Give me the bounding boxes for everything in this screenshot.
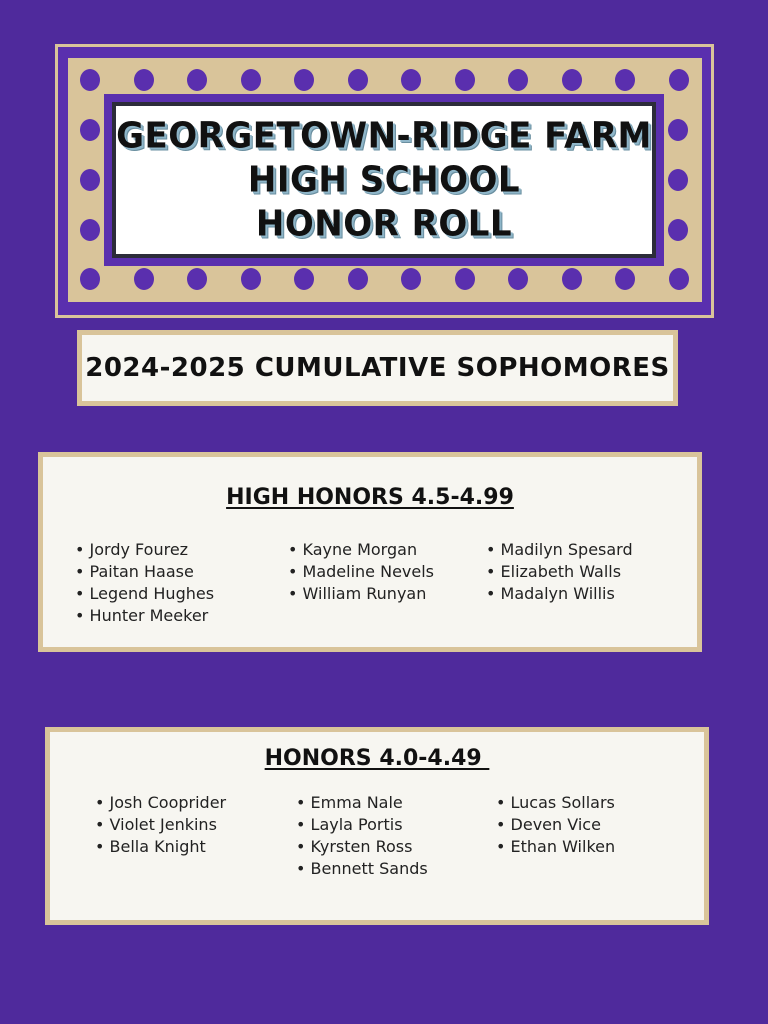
high-honors-panel: [38, 452, 702, 652]
marquee-bulb: [615, 268, 635, 290]
marquee-bulb: [668, 219, 688, 241]
list-item: • Deven Vice: [496, 814, 615, 836]
marquee-bulb: [401, 69, 421, 91]
list-item: • Madalyn Willis: [486, 583, 633, 605]
marquee-bulb: [134, 69, 154, 91]
list-item: • Bella Knight: [95, 836, 226, 858]
marquee-sign: [112, 102, 656, 258]
list-item: • Bennett Sands: [296, 858, 428, 880]
list-item: • William Runyan: [288, 583, 434, 605]
marquee-bulb: [615, 69, 635, 91]
marquee-bulb: [508, 69, 528, 91]
list-item: • Hunter Meeker: [75, 605, 214, 627]
marquee-bulb: [80, 169, 100, 191]
marquee-bulb: [187, 69, 207, 91]
marquee-bulb: [348, 69, 368, 91]
list-item: • Violet Jenkins: [95, 814, 226, 836]
marquee-bulb: [668, 119, 688, 141]
marquee-bulb: [80, 69, 100, 91]
marquee-bulb: [134, 268, 154, 290]
marquee-bulb: [187, 268, 207, 290]
list-item: • Layla Portis: [296, 814, 428, 836]
list-item: • Legend Hughes: [75, 583, 214, 605]
marquee-bulb: [80, 219, 100, 241]
marquee-bulb: [80, 119, 100, 141]
marquee-bulb: [508, 268, 528, 290]
list-item: • Paitan Haase: [75, 561, 214, 583]
high-honors-column-1: [75, 539, 214, 627]
list-item: • Elizabeth Walls: [486, 561, 633, 583]
high-honors-heading: HIGH HONORS 4.5-4.99: [226, 485, 514, 510]
high-honors-column-2: [288, 539, 434, 605]
honors-column-2: [296, 792, 428, 880]
honors-column-1: [95, 792, 226, 858]
honors-column-3: [496, 792, 615, 858]
list-item: • Josh Cooprider: [95, 792, 226, 814]
marquee-title-card: [115, 105, 653, 255]
title-line-school: HIGH SCHOOL: [247, 159, 521, 201]
subtitle-box: [77, 330, 678, 406]
honors-heading: HONORS 4.0-4.49: [264, 746, 490, 771]
list-item: • Kayne Morgan: [288, 539, 434, 561]
list-item: • Madilyn Spesard: [486, 539, 633, 561]
marquee-bulb: [455, 69, 475, 91]
high-honors-column-3: [486, 539, 633, 605]
title-line-honor-roll: HONOR ROLL: [255, 203, 513, 245]
marquee-bulb: [668, 169, 688, 191]
marquee-bulb: [562, 69, 582, 91]
marquee-bulb: [562, 268, 582, 290]
list-item: • Emma Nale: [296, 792, 428, 814]
subtitle: 2024-2025 CUMULATIVE SOPHOMORES: [85, 353, 670, 383]
marquee-bulb: [401, 268, 421, 290]
list-item: • Lucas Sollars: [496, 792, 615, 814]
list-item: • Madeline Nevels: [288, 561, 434, 583]
honors-panel: [45, 727, 709, 925]
marquee-bulb: [455, 268, 475, 290]
marquee-bulb: [241, 69, 261, 91]
marquee-bulb: [669, 268, 689, 290]
marquee-bulb: [241, 268, 261, 290]
title-line-school-district: GEORGETOWN-RIDGE FARM: [116, 115, 652, 157]
list-item: • Ethan Wilken: [496, 836, 615, 858]
marquee-bulb: [348, 268, 368, 290]
marquee-bulb: [294, 268, 314, 290]
marquee-bulb: [294, 69, 314, 91]
marquee-bulb: [669, 69, 689, 91]
marquee-bulb: [80, 268, 100, 290]
list-item: • Kyrsten Ross: [296, 836, 428, 858]
list-item: • Jordy Fourez: [75, 539, 214, 561]
